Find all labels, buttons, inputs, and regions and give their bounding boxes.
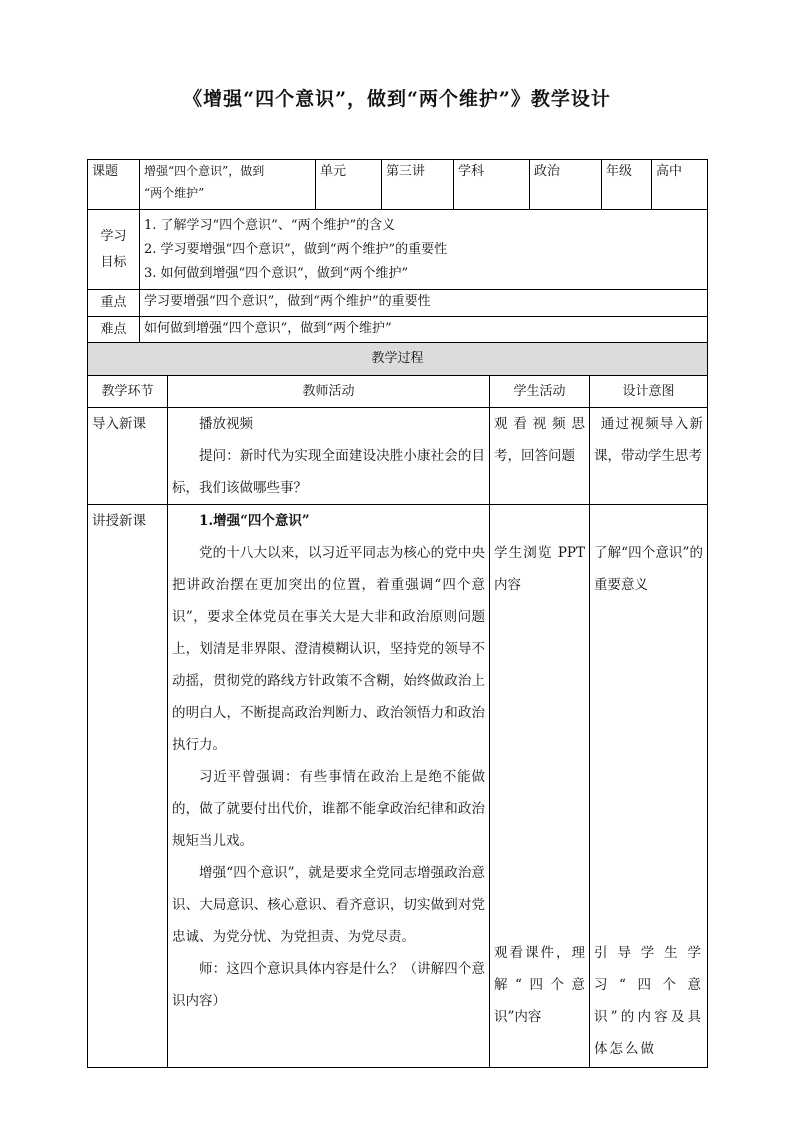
goals-list	[140, 210, 708, 290]
lecture-intent: 了解“四个意识”的重要意义 引导学生学习“四个意识”的内容及具体怎么做	[590, 505, 708, 1068]
difficulty-label: 难点	[88, 317, 140, 344]
goal-item: 2. 学习要增强“四个意识”，做到“两个维护”的重要性	[144, 241, 448, 257]
subject-value: 政治	[530, 160, 602, 210]
subject-label: 学科	[454, 160, 530, 210]
unit-label: 单元	[316, 160, 382, 210]
goal-item: 1. 了解学习“四个意识”、“两个维护”的含义	[144, 217, 396, 233]
key-value: 学习要增强“四个意识”，做到“两个维护”的重要性	[140, 290, 708, 317]
column-header: 学生活动	[490, 376, 590, 408]
column-header: 设计意图	[590, 376, 708, 408]
process-table	[87, 342, 708, 1068]
lecture-teacher: 1.增强“四个意识” 党的十八大以来，以习近平同志为核心的党中央把讲政治摆在更加突出的位置，着重强调“四个意识”，要求全体党员在事关大是大非和政治原则问题上，划清是非界限、澄清模糊认识，坚持党的领导不动摇，贯彻党的路线方针政策不含糊，始终做政治上的明白人，不断提高政治判断力、政治领悟力和政治执行力。 习近平曾强调：有些事情在政治上是绝不能做的，做了就要付出代价，谁都不能拿政治纪律和政治规矩当儿戏。 增强“四个意识”，就是要求全党同志增强政治意识、大局意识、核心意识、看齐意识，切实做到对党忠诚、为党分忧、为党担责、为党尽责。 师：这四个意识具体内容是什么？（讲解四个意识内容）	[168, 505, 490, 1068]
grade-label: 年级	[602, 160, 652, 210]
page-title: 《增强“四个意识”，做到“两个维护”》教学设计	[183, 88, 611, 110]
info-table	[87, 159, 708, 344]
topic-value: 增强“四个意识”，做到 “两个维护”	[140, 160, 316, 210]
unit-value: 第三讲	[382, 160, 454, 210]
process-heading: 教学过程	[88, 343, 708, 376]
intro-intent: 通过视频导入新课，带动学生思考	[590, 408, 708, 505]
goals-label: 学习 目标	[88, 210, 140, 290]
lecture-heading: 1.增强“四个意识”	[199, 513, 310, 529]
grade-value: 高中	[652, 160, 708, 210]
lecture-student: 学生浏览 PPT 内容 观看课件，理解“四个意识”内容	[490, 505, 590, 1068]
goal-item: 3. 如何做到增强“四个意识”，做到“两个维护”	[144, 265, 409, 281]
column-header: 教师活动	[168, 376, 490, 408]
difficulty-value: 如何做到增强“四个意识”，做到“两个维护”	[140, 317, 708, 344]
intro-student: 观看视频思考，回答问题	[490, 408, 590, 505]
column-header: 教学环节	[88, 376, 168, 408]
intro-stage: 导入新课	[88, 408, 168, 505]
key-label: 重点	[88, 290, 140, 317]
lecture-stage: 讲授新课	[88, 505, 168, 1068]
topic-label: 课题	[88, 160, 140, 210]
intro-teacher: 播放视频 提问：新时代为实现全面建设决胜小康社会的目标，我们该做哪些事？	[168, 408, 490, 505]
